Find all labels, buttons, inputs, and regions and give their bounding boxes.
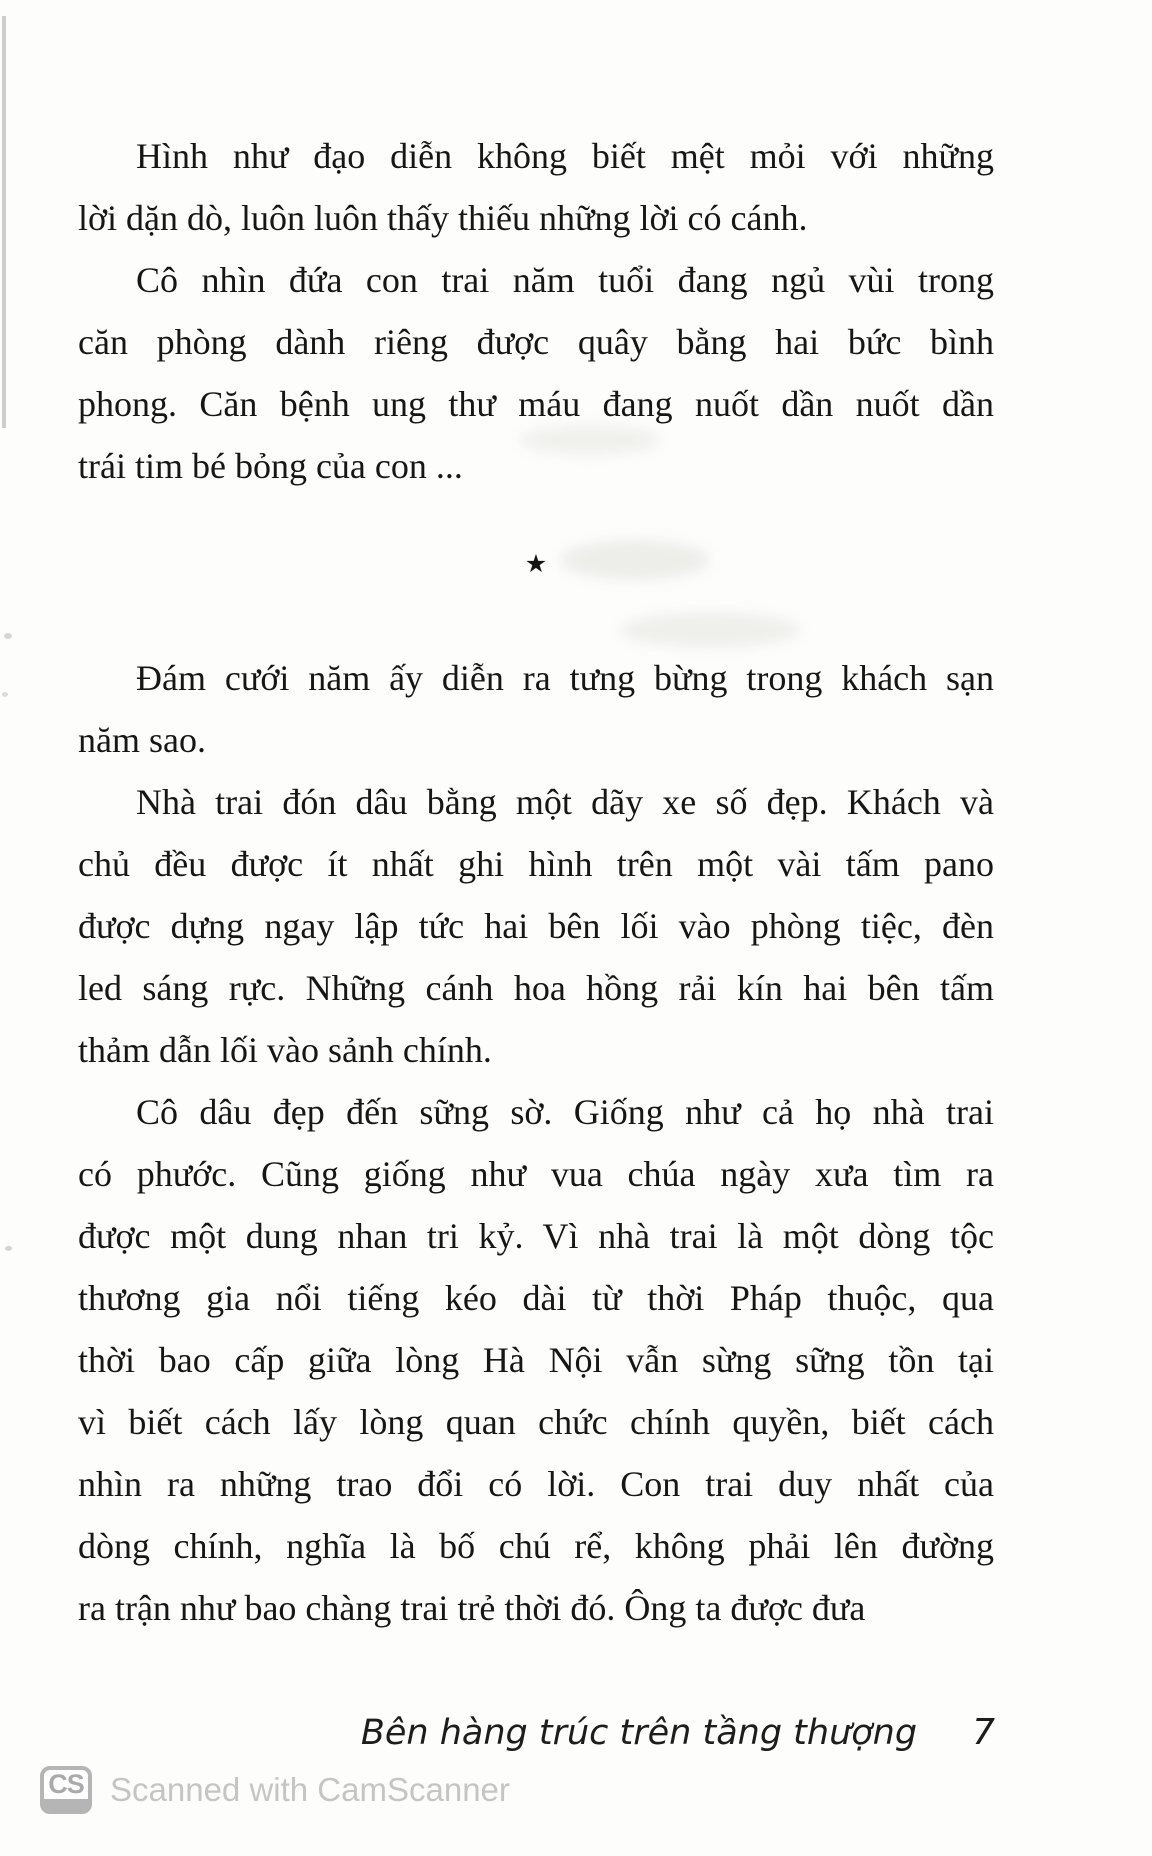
text-line: thảm dẫn lối vào sảnh chính. — [78, 1030, 492, 1070]
scan-speck — [5, 1246, 12, 1251]
scan-speck — [2, 692, 8, 697]
text-line: lời dặn dò, luôn luôn thấy thiếu những lời có cánh. — [78, 198, 808, 238]
text-line: có phước. Cũng giống như vua chúa ngày xưa tìm ra — [78, 1154, 994, 1194]
section-break — [78, 497, 994, 647]
scan-speck — [4, 633, 12, 639]
camscanner-logo-icon — [40, 1766, 92, 1814]
paragraph — [78, 249, 994, 497]
body-text — [78, 125, 994, 1639]
text-line: led sáng rực. Những cánh hoa hồng rải kín hai bên tấm — [78, 968, 994, 1008]
text-line: Cô dâu đẹp đến sững sờ. Giống như cả họ nhà trai — [136, 1092, 994, 1132]
text-line: trái tim bé bỏng của con ... — [78, 446, 463, 486]
text-line: được dựng ngay lập tức hai bên lối vào phòng tiệc, đèn — [78, 906, 994, 946]
star-icon: ★ — [524, 548, 548, 578]
text-line: dòng chính, nghĩa là bố chú rể, không phải lên đường — [78, 1526, 994, 1566]
text-line: Nhà trai đón dâu bằng một dãy xe số đẹp. Khách và — [136, 782, 994, 822]
text-line: thương gia nổi tiếng kéo dài từ thời Pháp thuộc, qua — [78, 1278, 994, 1318]
paragraph — [78, 125, 994, 249]
text-line: chủ đều được ít nhất ghi hình trên một vài tấm pano — [78, 844, 994, 884]
text-line: Cô nhìn đứa con trai năm tuổi đang ngủ vùi trong — [136, 260, 994, 300]
text-line: vì biết cách lấy lòng quan chức chính quyền, biết cách — [78, 1402, 994, 1442]
page-number: 7 — [972, 1712, 995, 1753]
text-line: năm sao. — [78, 720, 206, 760]
text-line: thời bao cấp giữa lòng Hà Nội vẫn sừng sững tồn tại — [78, 1340, 994, 1380]
text-line: Đám cưới năm ấy diễn ra tưng bừng trong khách sạn — [136, 658, 994, 698]
camscanner-logo-text: CS — [48, 1769, 84, 1799]
text-line: ra trận như bao chàng trai trẻ thời đó. Ông ta được đưa — [78, 1588, 866, 1628]
text-line: được một dung nhan tri kỷ. Vì nhà trai là một dòng tộc — [78, 1216, 994, 1256]
paragraph — [78, 771, 994, 1081]
page-footer — [361, 1712, 995, 1753]
paragraph — [78, 647, 994, 771]
text-line: phong. Căn bệnh ung thư máu đang nuốt dần nuốt dần — [78, 384, 994, 424]
text-line: nhìn ra những trao đổi có lời. Con trai duy nhất của — [78, 1464, 994, 1504]
camscanner-label: Scanned with CamScanner — [110, 1771, 510, 1808]
running-title: Bên hàng trúc trên tầng thượng — [360, 1713, 918, 1753]
paragraph — [78, 1081, 994, 1639]
text-line: căn phòng dành riêng được quây bằng hai bức bình — [78, 322, 994, 362]
camscanner-logo-base — [44, 1799, 88, 1810]
camscanner-watermark — [40, 1766, 510, 1814]
scan-edge-artifact — [2, 16, 6, 428]
text-line: Hình như đạo diễn không biết mệt mỏi với những — [136, 136, 994, 176]
